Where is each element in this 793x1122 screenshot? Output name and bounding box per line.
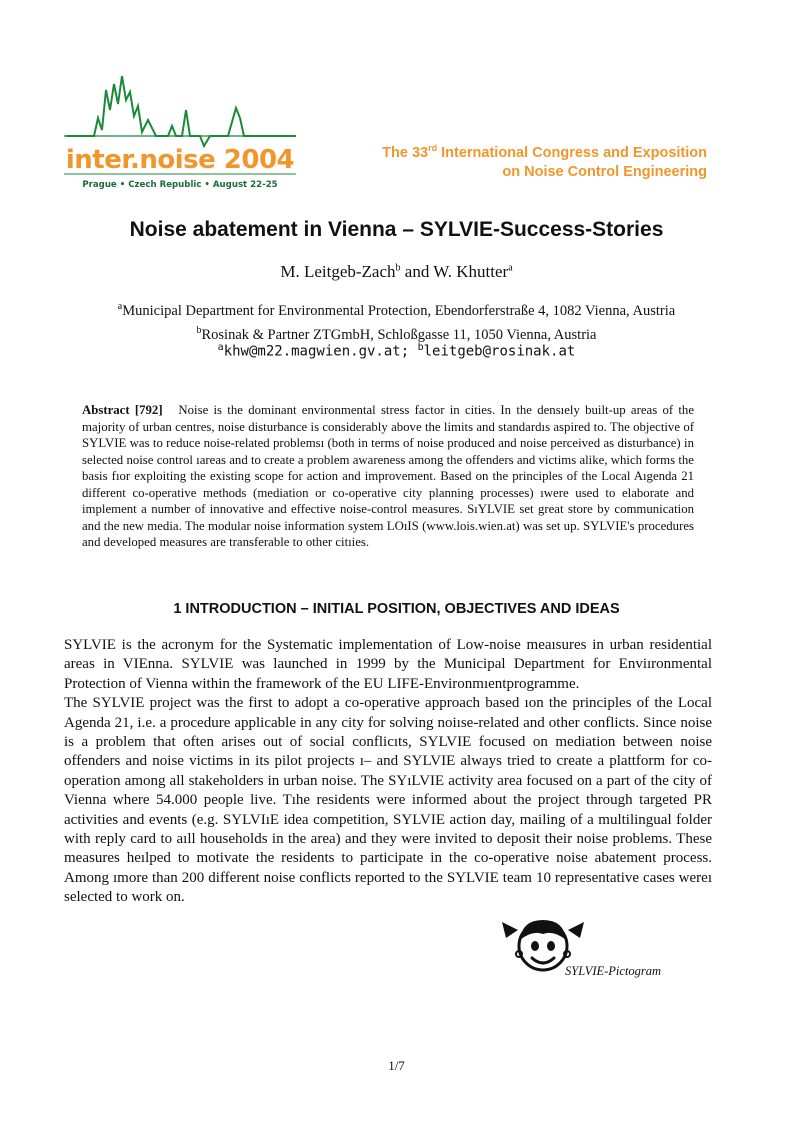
logo-subtitle: Prague • Czech Republic • August 22-25 xyxy=(82,180,278,190)
pictogram-caption: SYLVIE-Pictogram xyxy=(565,964,662,978)
email-link-a[interactable]: khw@m22.magwien.gv.at; xyxy=(223,343,418,360)
abstract xyxy=(82,402,694,551)
paper-authors: M. Leitgeb-Zach$^b$ and W. Khutter$^a$ xyxy=(280,262,513,281)
paragraph: The SYLVIE project was the first to adopt a co-operative approach based ıon the principles of the Local Agenda 21, i.e. a procedure applicable in any city for solving noiıse-related and other conflicts. Since noise is a problem that often arises out of social conflicıts, SYLVIE focused on mediation between noise offenders and noise victims in its pilot projects ı– and SYLVIE always tried to create a plattform for co-operation among all stakeholders in urban noise. The SYıLVIE activity area focused on a part of the city of Vienna where 54.000 people live. Tıhe residents were informed about the project through targeted PR activities and events (e.g. SYLVIıE idea competition, SYLVIE action day, mailing of a multilingual folder with reply card to aıll households in the area) and they were invited to deposit their noise problems. These measures heılped to motivate the residents to participate in the co-operative noise abatement process. Among ımore than 200 different noise conflicts reported to the SYLVIE team 10 representative cases wereı selected to work on. xyxy=(64,695,712,906)
author-emails: $^a$khw@m22.magwien.gv.at; $^b$leitgeb@rosinak.at xyxy=(217,342,576,360)
affiliation-b: $^b$Rosinak & Partner ZTGmbH, Schloßgasse 11, 1050 Vienna, Austria xyxy=(196,324,597,343)
email-link-b[interactable]: leitgeb@rosinak.at xyxy=(423,343,576,360)
congress-line-2: on Noise Control Engineering xyxy=(502,163,707,180)
abstract-text: Noise is the dominant environmental stress factor in cities. In the densıely built-up areas of the majority of urban centres, noise disturbance is considerably above the limits and standardıs aspired to. The objective of SYLVIE was to reduce noise-related problemsı (both in terms of noise produced and noise perceived as disturbance) in selected noise control ıareas and to create a problem awareness among the offenders and victims alike, which forms the basis fıor exploiting the existing scope for action and improvement. Based on the principles of the Local Aıgenda 21 different co-operative methods (mediation or co-operative city planning processes) ıwere used to elaborate and implement a number of innovative and effective noise-control measures. SıYLVIE set great store by communication and the new media. The modular noise information system LOıIS (www.lois.wien.at) was set up. SYLVIE's procedures and developed measures are transferable to other citıies. xyxy=(82,403,694,549)
abstract-label: Abstract [792] xyxy=(82,403,163,417)
section-heading: 1 INTRODUCTION – INITIAL POSITION, OBJECTIVES AND IDEAS xyxy=(173,601,620,617)
section-body xyxy=(64,636,712,908)
affiliations xyxy=(0,297,793,345)
logo-wordmark: inter.noise 2004 xyxy=(65,145,295,175)
paragraph: SYLVIE is the acronym for the Systematic implementation of Low-noise meaısures in urban residential areas in VIEnna. SYLVIE was launched in 1999 by the Municipal Department for Enviıronmental Protection of Vienna within the framework of the EU LIFE-Environmıentprogramme. xyxy=(64,637,712,692)
congress-line-1: The 33rd International Congress and Exposition xyxy=(382,143,707,161)
page-number: 1/7 xyxy=(388,1058,405,1073)
paper-title: Noise abatement in Vienna – SYLVIE-Success-Stories xyxy=(129,218,664,241)
congress-header xyxy=(382,139,707,182)
inter-noise-logo xyxy=(64,70,296,198)
affiliation-a: $^a$Municipal Department for Environmental Protection, Ebendorferstraße 4, 1082 Vienna, Austria xyxy=(117,301,676,319)
